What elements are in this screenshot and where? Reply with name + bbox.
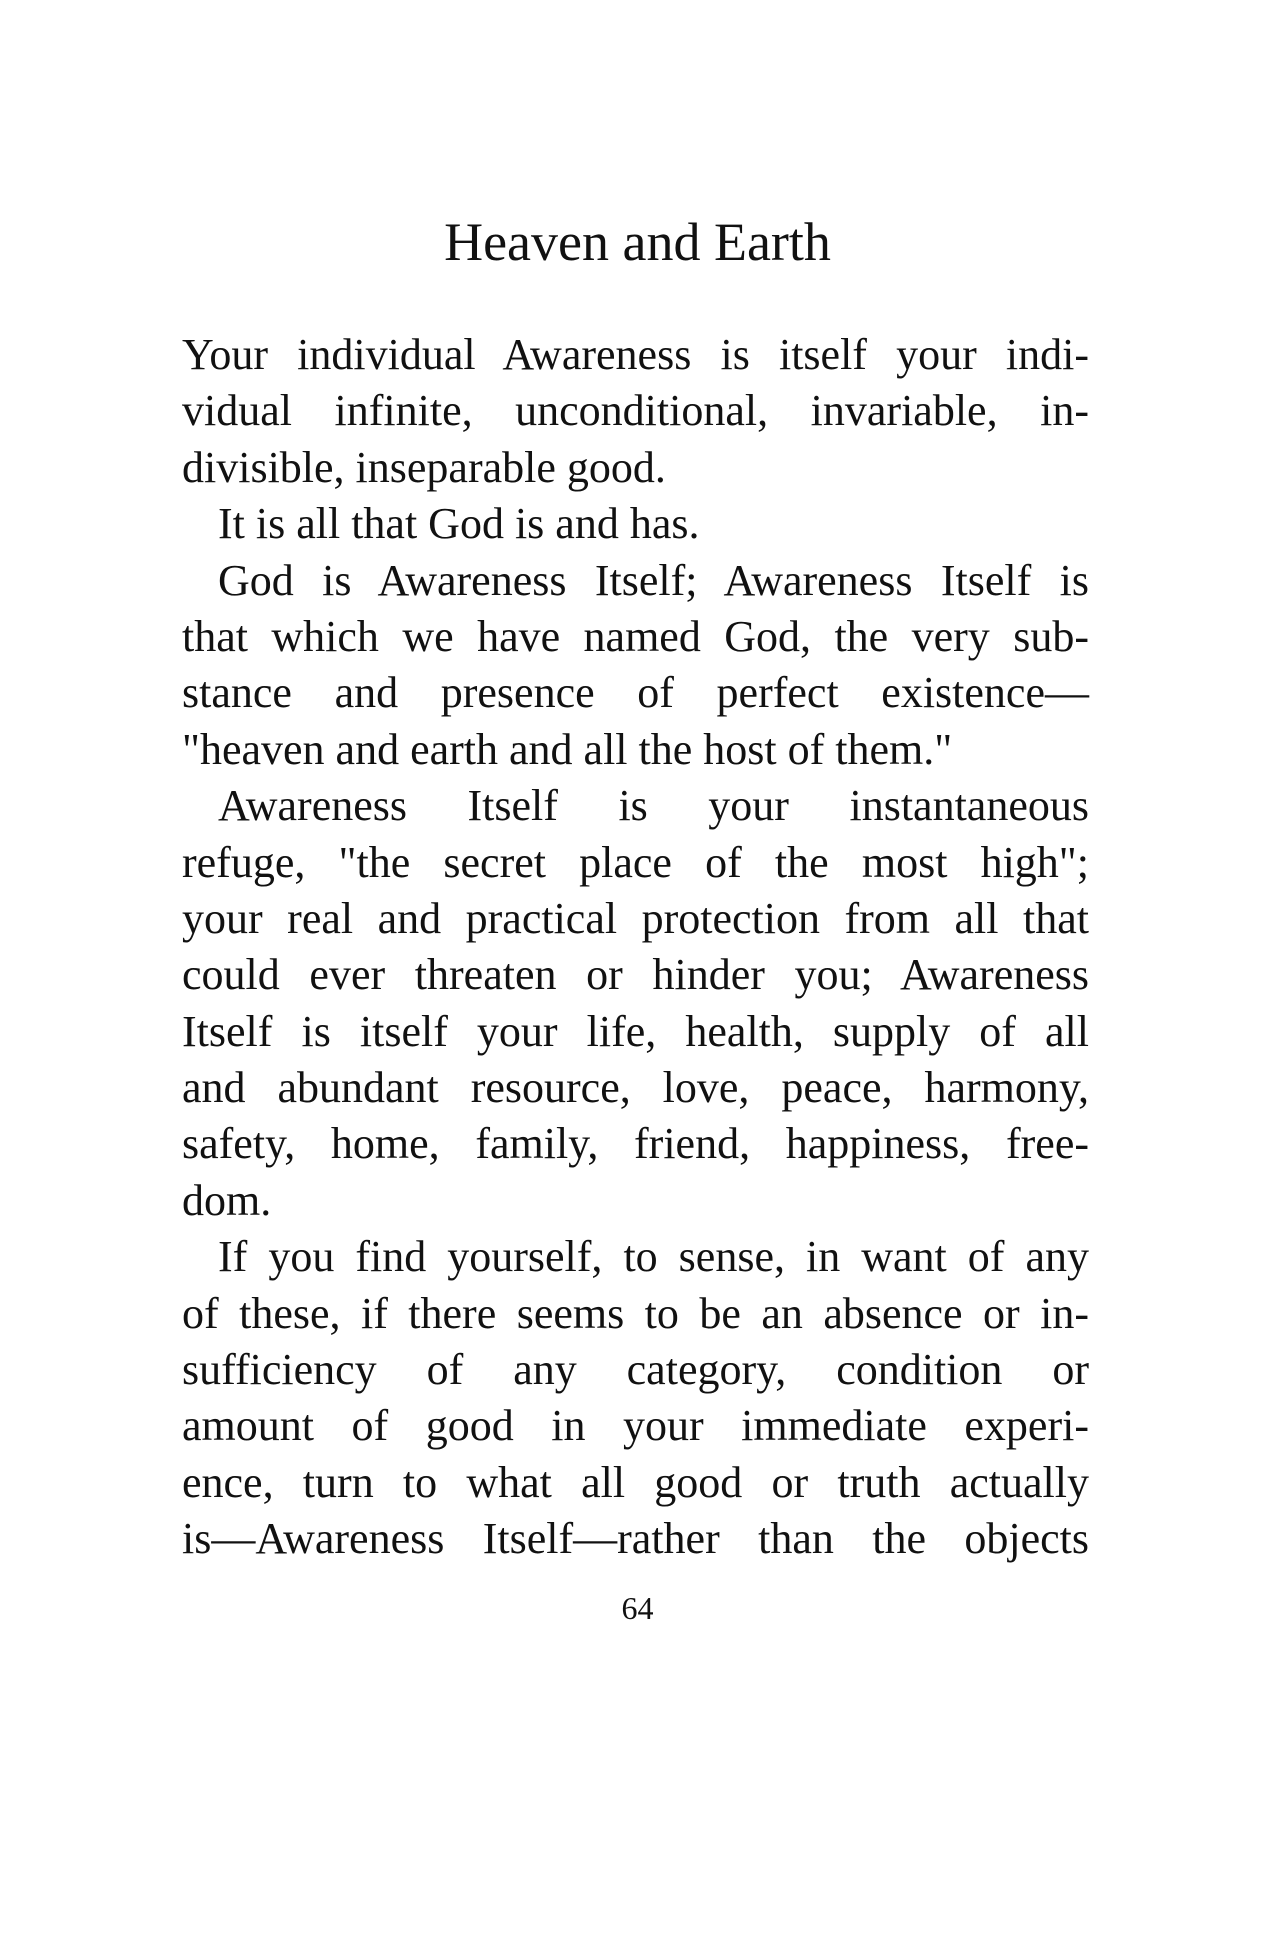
text-line: your real and practical protection from all that <box>182 893 1089 943</box>
text-line: sufficiency of any category, condition or <box>182 1345 1089 1395</box>
paragraph <box>182 327 1089 496</box>
text-line: amount of good in your immediate experi- <box>182 1401 1089 1451</box>
paragraph <box>182 496 1089 552</box>
text-line: Awareness Itself is your instantaneous <box>218 781 1089 831</box>
text-line: vidual infinite, unconditional, invariable, in- <box>182 386 1089 436</box>
paragraph <box>182 778 1089 1229</box>
text-line: ence, turn to what all good or truth actually <box>182 1457 1089 1507</box>
text-line: divisible, inseparable good. <box>182 442 666 492</box>
text-line: dom. <box>182 1175 272 1225</box>
text-line: It is all that God is and has. <box>218 499 700 549</box>
text-line: stance and presence of perfect existence— <box>182 668 1089 718</box>
text-line: God is Awareness Itself; Awareness Itself is <box>218 555 1089 605</box>
text-line: of these, if there seems to be an absence or in- <box>182 1288 1089 1338</box>
text-line: Itself is itself your life, health, supply of all <box>182 1006 1089 1056</box>
body-text <box>182 327 1089 1568</box>
text-line: that which we have named God, the very sub- <box>182 611 1089 661</box>
text-line: If you find yourself, to sense, in want of any <box>218 1232 1089 1282</box>
text-line: safety, home, family, friend, happiness, free- <box>182 1119 1089 1169</box>
text-line: refuge, "the secret place of the most high"; <box>182 837 1089 887</box>
page-number: 64 <box>621 1590 654 1626</box>
text-line: Your individual Awareness is itself your indi- <box>182 330 1089 379</box>
text-line: and abundant resource, love, peace, harmony, <box>182 1063 1089 1113</box>
paragraph <box>182 553 1089 779</box>
chapter-title: Heaven and Earth <box>444 212 831 272</box>
paragraph <box>182 1229 1089 1567</box>
text-line: is—Awareness Itself—rather than the objects <box>182 1514 1089 1564</box>
text-line: could ever threaten or hinder you; Awareness <box>182 950 1089 1000</box>
text-line: "heaven and earth and all the host of them." <box>182 724 953 774</box>
